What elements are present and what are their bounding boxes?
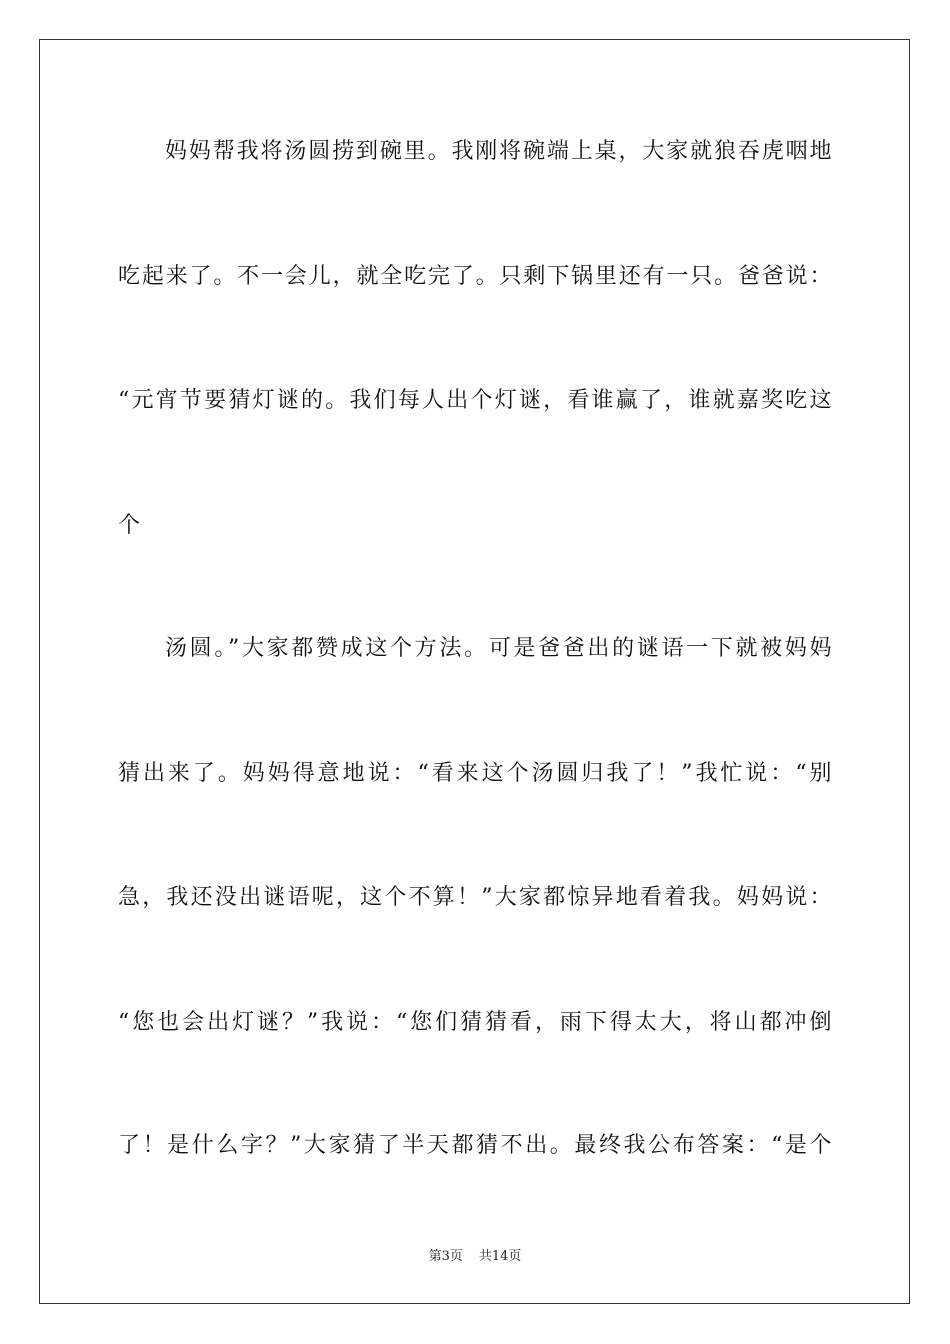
paragraph-line-6: 猜出来了。妈妈得意地说：“看来这个汤圆归我了！”我忙说：“别 — [118, 761, 832, 786]
paragraph-line-2: 吃起来了。不一会儿，就全吃完了。只剩下锅里还有一只。爸爸说： — [118, 264, 832, 289]
paragraph-line-7: 急，我还没出谜语呢，这个不算！”大家都惊异地看着我。妈妈说： — [118, 885, 832, 910]
paragraph-line-8: “您也会出灯谜？”我说：“您们猜猜看，雨下得太大，将山都冲倒 — [118, 1010, 832, 1035]
paragraph-line-5: 汤圆。”大家都赞成这个方法。可是爸爸出的谜语一下就被妈妈 — [165, 636, 832, 661]
page-border — [39, 39, 910, 1304]
paragraph-line-9: 了！是什么字？”大家猜了半天都猜不出。最终我公布答案：“是个 — [118, 1133, 832, 1158]
page-number: 第3页 — [428, 1249, 463, 1264]
page-footer — [0, 1248, 950, 1266]
page-total: 共14页 — [478, 1249, 522, 1264]
paragraph-line-1: 妈妈帮我将汤圆捞到碗里。我刚将碗端上桌，大家就狼吞虎咽地 — [165, 139, 832, 164]
paragraph-line-4: 个 — [118, 513, 141, 538]
paragraph-line-3: “元宵节要猜灯谜的。我们每人出个灯谜，看谁赢了，谁就嘉奖吃这 — [118, 388, 832, 413]
